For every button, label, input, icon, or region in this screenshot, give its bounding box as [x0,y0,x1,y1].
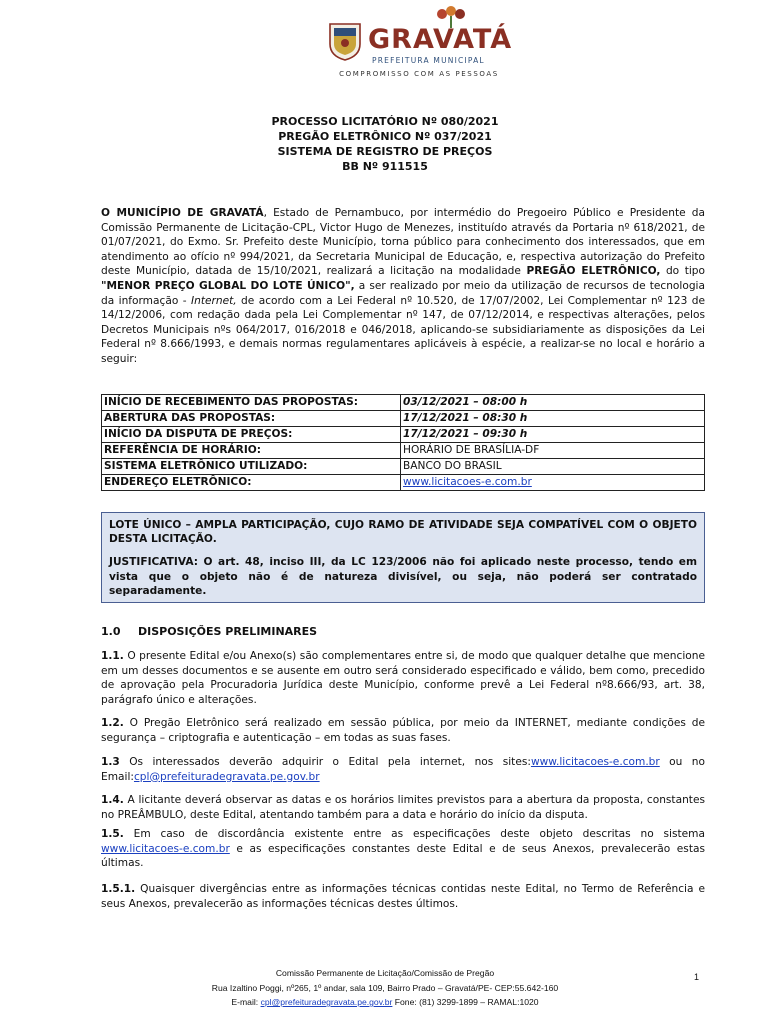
schedule-value: 17/12/2021 – 09:30 h [401,427,705,443]
title-line: BB Nº 911515 [342,160,428,173]
item-number: 1.2. [101,717,124,729]
table-row [102,475,705,491]
item-text: O Pregão Eletrônico será realizado em sessão pública, por meio da INTERNET, mediante condições de segurança – criptografia e autenticação – em todas as suas fases. [101,717,705,744]
lote-unico-box [101,512,705,603]
table-row [102,395,705,411]
licitacoes-link[interactable]: www.licitacoes-e.com.br [530,756,660,768]
table-row [102,411,705,427]
lote-unico-text: LOTE ÚNICO – AMPLA PARTICIPAÇÃO, CUJO RAMO DE ATIVIDADE SEJA COMPATÍVEL COM O OBJETO DESTA LICITAÇÃO. [109,519,697,546]
intro-text: , Estado de Pernambuco, por intermédio do Pregoeiro Público e Presidente da Comissão Permanente de Licitação-CPL, Victor Hugo de Menezes, instituído através da Portaria nº 618/2021, de 01/07/2021, do Exmo. Sr. Prefeito deste Município, torna público para conhecimento dos interessados, que em atendimento ao ofício nº 994/2021, da Secretaria Municipal de Educação, e, respectiva autorização do Prefeito deste Município, datada de 15/10/2021, realizará a licitação na modalidade [101,207,705,278]
logo-name: GRAVATÁ [368,24,513,55]
prefeitura-logo [326,6,512,78]
internet-term: Internet, [191,294,237,307]
intro-text: do tipo [660,265,705,278]
item-number: 1.1. [101,650,124,662]
schedule-label: INÍCIO DA DISPUTA DE PREÇOS: [102,427,401,443]
item-number: 1.5. [101,828,124,840]
item-text: Em caso de discordância existente entre as especificações deste objeto descritas no sistema [123,828,705,840]
item-text: A licitante deverá observar as datas e os horários limites previstos para a abertura da proposta, constantes no PREÂMBULO, deste Edital, atentando também para a data e horário do início da disputa. [101,794,705,821]
footer-contact [0,995,770,1010]
schedule-label: ABERTURA DAS PROPOSTAS: [102,411,401,427]
logo-subtitle: PREFEITURA MUNICIPAL [372,56,485,65]
item-number: 1.3 [101,756,120,768]
section-title: DISPOSIÇÕES PRELIMINARES [138,625,318,638]
schedule-value: 17/12/2021 – 08:30 h [401,411,705,427]
email-label: E-mail: [231,997,261,1007]
item-text: O presente Edital e/ou Anexo(s) são complementares entre si, de modo que qualquer detalhe que mencione em um desses documentos e se ausente em outro será considerado especificado e válido, bem como, precedido de aprovação pela Procuradoria Jurídica deste Município, conforme prevê a Lei Federal nº8.666/93, art. 38, parágrafo único e alterações. [101,650,705,706]
schedule-value: 03/12/2021 – 08:00 h [401,395,705,411]
table-row [102,427,705,443]
logo-motto: COMPROMISSO COM AS PESSOAS [339,70,499,78]
municipio-name: O MUNICÍPIO DE GRAVATÁ [101,207,264,219]
document-title [0,114,770,174]
item-1-4 [101,793,705,822]
schedule-label: ENDEREÇO ELETRÔNICO: [102,475,401,491]
item-text: ou no Email: [101,756,705,783]
intro-text: de acordo com a Lei Federal nº 10.520, de 17/07/2002, Lei Complementar nº 123 de 14/12/2006, com redação dada pela Lei Complementar nº 147, de 07/12/2014, e respectivas alterações, pelos Decretos Municipais nºs 064/2017, 016/2018 e 046/2018, aplicando-se subsidiariamente as disposições da Lei Federal nº 8.666/1993, e demais normas regulamentares aplicáveis à espécie, a realizar-se no local e horário a seguir: [101,294,705,365]
item-number: 1.5.1. [101,883,136,895]
justificativa-text: JUSTIFICATIVA: O art. 48, inciso III, da LC 123/2006 não foi aplicado neste processo, tendo em vista que o objeto não é de natureza divisível, ou seja, não poderá ser contratado separadamente. [109,556,697,597]
page-footer [0,966,770,1010]
title-line: PROCESSO LICITATÓRIO Nº 080/2021 [271,115,499,128]
footer-email-link[interactable]: cpl@prefeituradegravata.pe.gov.br [260,997,393,1007]
schedule-value: BANCO DO BRASIL [401,459,705,475]
item-1-3 [101,755,705,784]
section-number: 1.0 [101,625,121,638]
footer-phone: Fone: (81) 3299-1899 – RAMAL:1020 [392,997,539,1007]
item-text: Os interessados deverão adquirir o Edital pela internet, nos sites: [119,756,531,768]
tipo: "MENOR PREÇO GLOBAL DO LOTE ÚNICO", [101,279,355,292]
coat-of-arms-icon [326,20,364,62]
footer-line: Comissão Permanente de Licitação/Comissão de Pregão [275,968,495,978]
table-row [102,443,705,459]
item-1-2 [101,716,705,745]
schedule-label: SISTEMA ELETRÔNICO UTILIZADO: [102,459,401,475]
section-heading [101,625,317,638]
item-text: Quaisquer divergências entre as informações técnicas contidas neste Edital, no Termo de Referência e seus Anexos, prevalecerão as informações técnicas destes últimos. [101,883,705,910]
title-line: PREGÃO ELETRÔNICO Nº 037/2021 [278,130,492,143]
schedule-label: INÍCIO DE RECEBIMENTO DAS PROPOSTAS: [102,395,401,411]
footer-address: Rua Izaltino Poggi, nº265, 1º andar, sala 109, Bairro Prado – Gravatá/PE- CEP:55.642-160 [211,982,559,993]
item-1-5 [101,827,705,871]
item-1-1 [101,649,705,707]
email-link[interactable]: cpl@prefeituradegravata.pe.gov.br [133,770,320,783]
table-row [102,459,705,475]
item-number: 1.4. [101,794,124,806]
modalidade: PREGÃO ELETRÔNICO, [526,265,661,278]
item-text: e as especificações constantes deste Edital e de seus Anexos, prevalecerão estas últimas. [101,842,705,870]
intro-text: a ser realizado por meio da utilização de recursos de tecnologia da informação - [101,279,705,307]
schedule-table [101,394,705,491]
schedule-label: REFERÊNCIA DE HORÁRIO: [102,443,401,459]
intro-paragraph [101,206,705,367]
item-1-5-1 [101,882,705,911]
licitacoes-link[interactable]: www.licitacoes-e.com.br [403,476,532,488]
schedule-value: HORÁRIO DE BRASÍLIA-DF [401,443,705,459]
licitacoes-link[interactable]: www.licitacoes-e.com.br [101,842,230,855]
page-number: 1 [694,972,700,982]
title-line: SISTEMA DE REGISTRO DE PREÇOS [277,145,493,158]
